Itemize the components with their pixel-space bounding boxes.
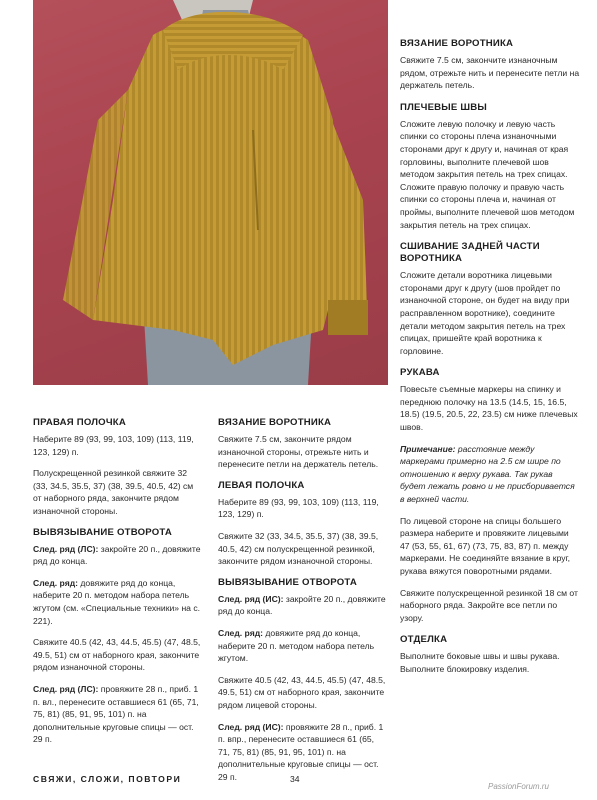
section-paragraph: Свяжите 7.5 см, закончите изнаночным рядом, отрежьте нить и перенесите петли на держатель петель. (400, 55, 580, 91)
row-label: След. ряд (ЛС): (33, 543, 99, 554)
section-paragraph: Наберите 89 (93, 99, 103, 109) (113, 119, 123, 129) п. (218, 496, 379, 520)
photo-illustration (33, 0, 388, 385)
section-heading: ЛЕВАЯ ПОЛОЧКА (218, 479, 305, 491)
row-label: След. ряд (ИС): (218, 721, 284, 732)
row-text: довяжите ряд до конца, наберите 20 п. методом набора петель жгутом. (218, 627, 375, 664)
row-instruction (33, 683, 203, 746)
section-paragraph: Повесьте съемные маркеры на спинку и переднюю полочку на 13.5 (14.5, 15, 16.5, 18.5) (19.5, 20.5, 22, 23.5) см ниже плечевых швов. (400, 384, 578, 433)
right-column (400, 38, 580, 686)
section-paragraph: Свяжите 32 (33, 34.5, 35.5, 37) (38, 39.5, 40.5, 42) см полускрещенной резинкой, закончите рядом изнаночной стороны. (218, 530, 379, 567)
row-instruction (218, 627, 388, 665)
section-paragraph: Свяжите 7.5 см, закончите рядом изнаночной стороны, отрежьте нить и перенесите петли на держатель петель. (218, 434, 379, 470)
collar-back-section (400, 241, 580, 357)
row-label: След. ряд: (218, 627, 264, 638)
knitted-sweater-photo (33, 0, 388, 385)
section-heading: ВЯЗАНИЕ ВОРОТНИКА (218, 417, 332, 428)
row-text: закройте 20 п., довяжите ряд до конца. (33, 543, 201, 567)
row-text: провяжите 28 п., приб. 1 п. впр., перенесите оставшиеся 61 (65, 71, 75, 81) (85, 91, 95, 101) п. на дополнительные круговые спицы — ост. 29 п. (218, 721, 384, 782)
finishing-section (400, 634, 580, 675)
section-heading: ПЛЕЧЕВЫЕ ШВЫ (400, 101, 487, 113)
row-instruction (218, 721, 388, 784)
note-text: расстояние между маркерами примерно на 2.5 см шире по отношению к верху рукава. Так рукав будет лежать ровно и не присборивается в верхней части. (400, 443, 575, 505)
section-paragraph: Сложите левую полочку и левую часть спинки со стороны плеча изнаночными сторонами друг к другу и, начиная от края горловины, выполните плечевой шов методом закрытия петель на трех спицах. Сложите правую полочку и правую часть спинки со стороны плеча и, начиная от проймы, выполните плечевой шов методом закрытия петель на трех спицах. (400, 118, 575, 230)
section-heading: ВЯЗАНИЕ ВОРОТНИКА (400, 38, 514, 49)
section-heading: ВЫВЯЗЫВАНИЕ ОТВОРОТА (218, 576, 357, 588)
row-instruction (33, 577, 203, 627)
row-text: довяжите ряд до конца, наберите 20 п. методом набора петель жгутом (см. «Специальные техники» на с. 221). (33, 577, 201, 626)
section-paragraph: Сложите детали воротника лицевыми сторонами друг к другу (шов пройдет по изнаночной стороне, он будет на виду при расправленном воротнике), соедините детали методом закрытия петель на трех спицах, пришейте край воротника к горловине. (400, 270, 570, 356)
section-paragraph: Свяжите полускрещенной резинкой 18 см от наборного ряда. Закройте все петли по узору. (400, 587, 578, 623)
page-number: 34 (290, 774, 300, 784)
section-paragraph: Наберите 89 (93, 99, 103, 109) (113, 119, 123, 129) п. (33, 434, 194, 457)
middle-column (218, 417, 388, 792)
row-label: След. ряд (ИС): (218, 593, 284, 604)
row-label: След. ряд: (33, 577, 79, 588)
note-label: Примечание: (400, 443, 456, 454)
collar-section (400, 38, 580, 92)
row-text: закройте 20 п., довяжите ряд до конца. (218, 593, 386, 617)
sleeves-section (400, 367, 580, 624)
section-heading: СШИВАНИЕ ЗАДНЕЙ ЧАСТИ ВОРОТНИКА (400, 241, 540, 265)
row-instruction (33, 543, 203, 568)
row-label: След. ряд (ЛС): (33, 683, 99, 694)
section-paragraph: По лицевой стороне на спицы большего размера наберите и провяжите лицевыми 47 (53, 55, 61, 67) (73, 75, 83, 87) п. между маркерами. Не соединяйте вязание в круг, рукава вяжутся поворотными рядами. (400, 515, 571, 576)
section-paragraph: Свяжите 40.5 (42, 43, 44.5, 45.5) (47, 48.5, 49.5, 51) см от наборного края, закончите рядом лицевой стороны. (218, 674, 386, 710)
section-paragraph: Свяжите 40.5 (42, 43, 44.5, 45.5) (47, 48.5, 49.5, 51) см от наборного края, закончите рядом изнаночной стороны. (33, 637, 201, 673)
section-paragraph: Полускрещенной резинкой свяжите 32 (33, 34.5, 35.5, 37) (38, 39.5, 40.5, 42) см от наборного ряда, закончите рядом изнаночной стороны. (33, 468, 194, 516)
section-heading: ОТДЕЛКА (400, 634, 448, 646)
section-paragraph: Выполните боковые швы и швы рукава. Выполните блокировку изделия. (400, 651, 560, 674)
section-heading: РУКАВА (400, 367, 440, 379)
left-column (33, 417, 203, 755)
magazine-name: СВЯЖИ, СЛОЖИ, ПОВТОРИ (33, 774, 182, 784)
row-instruction (218, 593, 388, 618)
shoulder-seams-section (400, 102, 580, 231)
section-heading: ВЫВЯЗЫВАНИЕ ОТВОРОТА (33, 526, 172, 538)
note-paragraph (400, 443, 580, 506)
watermark: PassionForum.ru (488, 782, 549, 791)
row-text: провяжите 28 п., приб. 1 п. вл., перенесите оставшиеся 61 (65, 71, 75, 81) (85, 91, 95, 101) п. на дополнительные круговые спицы — ост. 29 п. (33, 683, 199, 745)
section-heading: ПРАВАЯ ПОЛОЧКА (33, 417, 126, 428)
